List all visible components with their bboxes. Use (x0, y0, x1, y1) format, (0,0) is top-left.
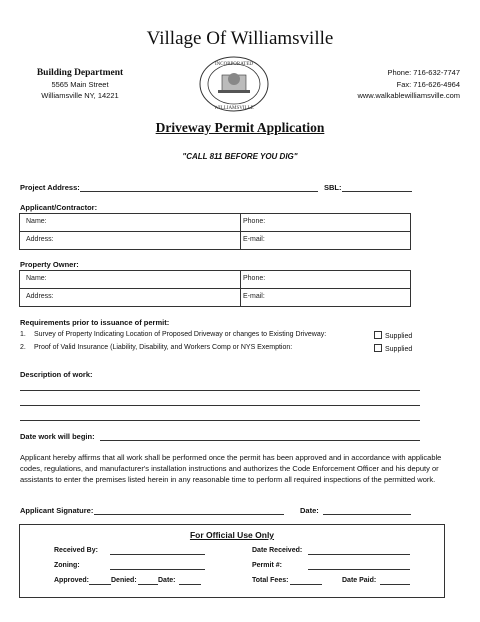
req-1-supplied-checkbox[interactable] (374, 331, 412, 340)
project-address-label: Project Address: (20, 183, 80, 192)
dept-address-line1: 5565 Main Street (51, 80, 109, 89)
date-received-field[interactable] (308, 554, 410, 555)
owner-name-label[interactable]: Name: (26, 275, 47, 282)
fax-number: Fax: 716-626-4964 (396, 80, 460, 89)
req-2-supplied-label: Supplied (385, 346, 413, 353)
zoning-label: Zoning: (54, 562, 80, 569)
owner-table (19, 270, 411, 307)
applicant-heading: Applicant/Contractor: (20, 203, 98, 212)
signature-date-field[interactable] (323, 514, 411, 515)
form-title: Driveway Permit Application (155, 120, 325, 135)
village-seal (198, 55, 270, 113)
owner-email-label[interactable]: E-mail: (243, 293, 265, 300)
description-line-3[interactable] (20, 420, 420, 421)
approved-field[interactable] (89, 584, 111, 585)
signature-date-label: Date: (300, 506, 319, 515)
sbl-label: SBL: (324, 183, 342, 192)
date-paid-field[interactable] (380, 584, 410, 585)
checkbox-icon[interactable] (374, 331, 382, 339)
total-fees-field[interactable] (290, 584, 322, 585)
official-use-heading: For Official Use Only (189, 530, 275, 540)
dept-address-line2: Williamsville NY, 14221 (41, 91, 119, 100)
permit-number-label: Permit #: (252, 562, 282, 569)
description-line-2[interactable] (20, 405, 420, 406)
date-begin-field[interactable] (100, 440, 420, 441)
received-by-label: Received By: (54, 547, 98, 554)
official-date-label: Date: (158, 577, 176, 584)
phone-number: Phone: 716-632-7747 (387, 68, 460, 77)
call-811-note: "CALL 811 BEFORE YOU DIG" (182, 152, 298, 161)
dept-name: Building Department (36, 68, 124, 78)
req-2-text: Proof of Valid Insurance (Liability, Disability, and Workers Comp or NYS Exemption: (34, 344, 293, 351)
project-address-field[interactable] (80, 191, 318, 192)
received-by-field[interactable] (110, 554, 205, 555)
checkbox-icon[interactable] (374, 344, 382, 352)
official-date-field[interactable] (179, 584, 201, 585)
affirmation-text: Applicant hereby affirms that all work shall be performed once the permit has been approved and in accordance with applicable codes, regulations, and manufacturer's installation instructions and authorizes the Code Enforcement Officer and his deputy or assistants to enter the premises listed herein in any reasonable time to perform all required inspections of the permitted work. (20, 453, 442, 484)
date-paid-label: Date Paid: (342, 577, 377, 584)
village-title: Village Of Williamsville (146, 28, 334, 49)
applicant-table (19, 213, 411, 250)
description-line-1[interactable] (20, 390, 420, 391)
website[interactable]: www.walkablewilliamsville.com (357, 91, 460, 100)
applicant-email-label[interactable]: E-mail: (243, 236, 265, 243)
applicant-address-label[interactable]: Address: (26, 236, 54, 243)
permit-number-field[interactable] (308, 569, 410, 570)
req-2-supplied-checkbox[interactable] (374, 344, 412, 353)
signature-label: Applicant Signature: (20, 506, 94, 515)
requirements-heading: Requirements prior to issuance of permit: (20, 318, 170, 327)
signature-field[interactable] (94, 514, 284, 515)
owner-heading: Property Owner: (20, 260, 79, 269)
applicant-name-label[interactable]: Name: (26, 218, 47, 225)
svg-text:INCORPORATED: INCORPORATED (214, 62, 254, 67)
req-1-number: 1. (20, 331, 26, 338)
applicant-phone-label[interactable]: Phone: (243, 218, 266, 225)
approved-label: Approved: (54, 577, 89, 584)
denied-label: Denied: (111, 577, 137, 584)
req-1-supplied-label: Supplied (385, 333, 413, 340)
req-2-number: 2. (20, 344, 26, 351)
req-1-text: Survey of Property Indicating Location of Proposed Driveway or changes to Existing Driveway: (34, 331, 327, 338)
owner-address-label[interactable]: Address: (26, 293, 54, 300)
svg-text:WILLIAMSVILLE: WILLIAMSVILLE (214, 106, 254, 111)
description-label: Description of work: (20, 370, 93, 379)
date-begin-label: Date work will begin: (20, 432, 95, 441)
total-fees-label: Total Fees: (252, 577, 289, 584)
owner-phone-label[interactable]: Phone: (243, 275, 266, 282)
sbl-field[interactable] (342, 191, 412, 192)
denied-field[interactable] (138, 584, 158, 585)
date-received-label: Date Received: (252, 547, 303, 554)
zoning-field[interactable] (110, 569, 205, 570)
